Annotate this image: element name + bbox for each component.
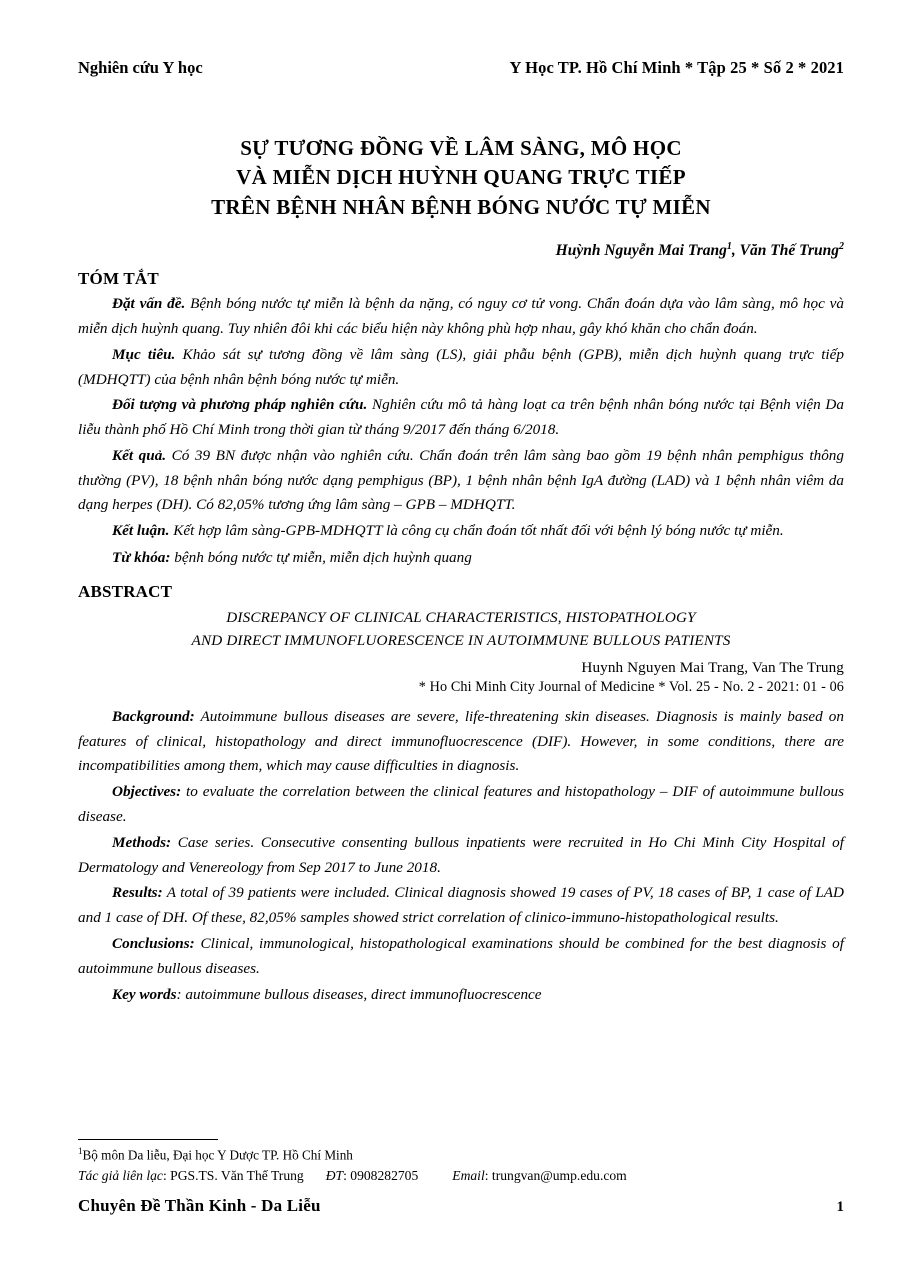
author-name-2: Văn Thế Trung: [739, 242, 839, 260]
page-number: 1: [836, 1199, 844, 1215]
page-content: [78, 0, 844, 1009]
running-head: [78, 0, 844, 78]
abstract-title-line-1: DISCREPANCY OF CLINICAL CHARACTERISTICS, HISTOPATHOLOGY: [226, 608, 696, 626]
paragraph-text: bệnh bóng nước tự miễn, miễn dịch huỳnh quang: [170, 548, 472, 566]
paragraph-lead: Conclusions:: [112, 934, 195, 952]
tomtat-paragraph-muctieu: [78, 343, 844, 393]
paragraph-text: Autoimmune bullous diseases are severe, life-threatening skin diseases. Diagnosis is mainly based on features of clinical, histopathology and direct immunofluocrescence (DIF). However, in some conditions, there are incompatibilities among them, which may cause difficulties in diagnosis.: [78, 707, 844, 775]
contact-label: Tác giả liên lạc: [78, 1167, 163, 1183]
abstract-title-line-2: AND DIRECT IMMUNOFLUORESCENCE IN AUTOIMMUNE BULLOUS PATIENTS: [191, 631, 731, 649]
abstract-paragraph-objectives: [78, 780, 844, 830]
paragraph-lead: Kết quả.: [112, 446, 167, 464]
paragraph-lead: Mục tiêu.: [112, 345, 176, 363]
abstract-paragraph-keywords: [78, 983, 844, 1008]
running-head-right: Y Học TP. Hồ Chí Minh * Tập 25 * Số 2 * 2021: [509, 58, 844, 77]
paragraph-lead: Background:: [112, 707, 195, 725]
title-line-3: TRÊN BỆNH NHÂN BỆNH BÓNG NƯỚC TỰ MIỄN: [211, 194, 711, 219]
paragraph-text: Khảo sát sự tương đồng về lâm sàng (LS), giải phẫu bệnh (GPB), miễn dịch huỳnh quang trực tiếp (MDHQTT) của bệnh nhân bệnh bóng nước tự miễn.: [78, 345, 844, 388]
footnote-affiliation: [78, 1145, 844, 1165]
paragraph-lead: Methods:: [112, 833, 172, 851]
abstract-body: [78, 705, 844, 1008]
phone-value: : 0908282705: [343, 1167, 419, 1183]
paragraph-lead: Kết luận.: [112, 522, 170, 540]
section-heading-abstract: ABSTRACT: [78, 581, 173, 601]
author-affiliation-marker-1: 1: [726, 241, 732, 253]
tomtat-paragraph-ketluan: [78, 519, 844, 544]
footnote-block: [78, 1139, 844, 1186]
paragraph-text: Kết hợp lâm sàng-GPB-MDHQTT là công cụ chẩn đoán tốt nhất đối với bệnh lý bóng nước tự miễn.: [169, 522, 784, 540]
title-line-1: SỰ TƯƠNG ĐỒNG VỀ LÂM SÀNG, MÔ HỌC: [240, 136, 682, 160]
abstract-title-english: [78, 606, 844, 652]
abstract-paragraph-background: [78, 705, 844, 779]
footnote-separator-rule: [78, 1139, 218, 1140]
tomtat-paragraph-tukhoa: [78, 546, 844, 571]
email-label: Email: [452, 1167, 485, 1183]
footnote-contact: [78, 1166, 844, 1186]
paragraph-text: Có 39 BN được nhận vào nghiên cứu. Chẩn đoán trên lâm sàng bao gồm 19 bệnh nhân pemphigus thông thường (PV), 18 bệnh nhân bóng nước dạng pemphigus (BP), 1 bệnh nhân bệnh IgA đường (LAD) và 1 bệnh nhân viêm da dạng herpes (DH). Có 82,05% tương ứng lâm sàng – GPB – MDHQTT.: [78, 446, 844, 514]
author-name-1: Huỳnh Nguyễn Mai Trang: [555, 242, 727, 260]
paragraph-text: : autoimmune bullous diseases, direct immunofluocrescence: [176, 986, 542, 1004]
footer-section-label: Chuyên Đề Thần Kinh - Da Liễu: [78, 1196, 321, 1215]
running-head-left: Nghiên cứu Y học: [78, 58, 203, 77]
authors-english: Huynh Nguyen Mai Trang, Van The Trung: [581, 658, 844, 676]
paragraph-text: Bệnh bóng nước tự miễn là bệnh da nặng, có nguy cơ tử vong. Chẩn đoán dựa vào lâm sàng, mô học và miễn dịch huỳnh quang. Tuy nhiên đôi khi các biểu hiện này không phù hợp nhau, gây khó khăn cho chẩn đoán.: [78, 295, 844, 338]
paragraph-lead: Results:: [112, 884, 163, 902]
author-affiliation-marker-2: 2: [839, 241, 844, 253]
email-value: : trungvan@ump.edu.com: [484, 1167, 627, 1183]
paragraph-text: Case series. Consecutive consenting bullous inpatients were recruited in Ho Chi Minh City Hospital of Dermatology and Venereology from Sep 2017 to June 2018.: [78, 833, 844, 876]
abstract-paragraph-results: [78, 881, 844, 931]
title-line-2: VÀ MIỄN DỊCH HUỲNH QUANG TRỰC TIẾP: [236, 165, 686, 190]
tomtat-paragraph-ketqua: [78, 444, 844, 518]
section-heading-tomtat: TÓM TẮT: [78, 269, 159, 289]
page-footer: [78, 1196, 844, 1216]
paragraph-text: A total of 39 patients were included. Clinical diagnosis showed 19 cases of PV, 18 cases of BP, 1 case of LAD and 1 case of DH. Of these, 82,05% samples showed strict correlation of clinico-immuno-histopathological results.: [78, 884, 844, 927]
tomtat-paragraph-datvande: [78, 292, 844, 342]
paragraph-text: to evaluate the correlation between the clinical features and histopathology – DIF of autoimmune bullous disease.: [78, 783, 844, 825]
abstract-paragraph-conclusions: [78, 932, 844, 982]
paragraph-lead: Objectives:: [112, 783, 182, 801]
author-separator: ,: [731, 242, 740, 260]
paragraph-lead: Đặt vấn đề.: [112, 295, 186, 313]
phone-label: ĐT: [325, 1167, 344, 1183]
page-title: [78, 134, 844, 222]
paragraph-lead: Từ khóa:: [112, 548, 171, 566]
tomtat-paragraph-doituong: [78, 393, 844, 443]
authors-vietnamese: [78, 241, 844, 260]
paragraph-lead: Đối tượng và phương pháp nghiên cứu.: [112, 396, 368, 414]
contact-name: : PGS.TS. Văn Thế Trung: [162, 1167, 304, 1183]
journal-citation-line: * Ho Chi Minh City Journal of Medicine * Vol. 25 - No. 2 - 2021: 01 - 06: [418, 678, 844, 695]
footnote-affiliation-text: Bộ môn Da liễu, Đại học Y Dược TP. Hồ Chí Minh: [82, 1147, 353, 1163]
paragraph-text: Nghiên cứu mô tả hàng loạt ca trên bệnh nhân bóng nước tại Bệnh viện Da liễu thành phố Hồ Chí Minh trong thời gian từ tháng 9/2017 đến tháng 6/2018.: [78, 396, 844, 439]
paragraph-lead: Key words: [112, 986, 177, 1004]
paragraph-text: Clinical, immunological, histopathological examinations should be combined for the best diagnosis of autoimmune bullous diseases.: [78, 934, 844, 977]
footnote-marker: 1: [78, 1146, 83, 1156]
abstract-paragraph-methods: [78, 831, 844, 881]
